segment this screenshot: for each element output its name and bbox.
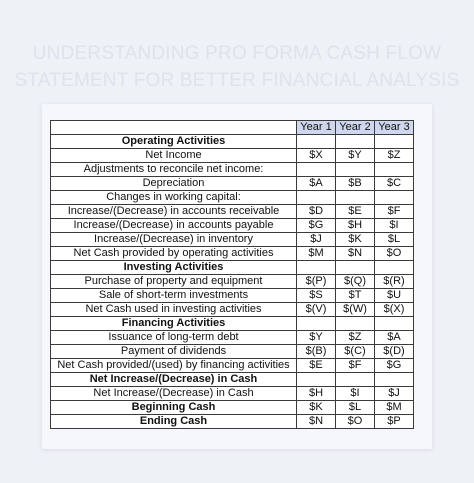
row-value-year-2: $L	[336, 401, 375, 415]
row-value-year-1: $M	[297, 247, 336, 261]
table-row	[51, 373, 414, 387]
row-value-year-2: $T	[336, 289, 375, 303]
row-value-year-2	[336, 261, 375, 275]
row-value-year-3: $Z	[375, 149, 414, 163]
row-label: Ending Cash	[51, 415, 297, 429]
row-value-year-3	[375, 373, 414, 387]
table-row	[51, 247, 414, 261]
row-value-year-1	[297, 191, 336, 205]
row-value-year-3: $(D)	[375, 345, 414, 359]
row-value-year-1: $X	[297, 149, 336, 163]
row-label: Beginning Cash	[51, 401, 297, 415]
row-value-year-3	[375, 261, 414, 275]
row-value-year-1	[297, 135, 336, 149]
row-value-year-3: $A	[375, 331, 414, 345]
row-label: Increase/(Decrease) in accounts receivable	[51, 205, 297, 219]
table-row	[51, 345, 414, 359]
column-header-year-3: Year 3	[375, 121, 414, 135]
row-value-year-2: $B	[336, 177, 375, 191]
row-value-year-2	[336, 191, 375, 205]
table-row	[51, 303, 414, 317]
row-label: Depreciation	[51, 177, 297, 191]
row-value-year-1: $N	[297, 415, 336, 429]
row-value-year-3: $F	[375, 205, 414, 219]
row-label: Net Increase/(Decrease) in Cash	[51, 387, 297, 401]
row-label: Net Cash provided/(used) by financing activities	[51, 359, 297, 373]
row-label: Adjustments to reconcile net income:	[51, 163, 297, 177]
row-value-year-2: $N	[336, 247, 375, 261]
row-value-year-3: $M	[375, 401, 414, 415]
table-row	[51, 275, 414, 289]
row-label: Changes in working capital:	[51, 191, 297, 205]
row-value-year-1	[297, 163, 336, 177]
table-row	[51, 261, 414, 275]
column-header-year-1: Year 1	[297, 121, 336, 135]
row-value-year-2: $F	[336, 359, 375, 373]
table-row	[51, 191, 414, 205]
table-row	[51, 177, 414, 191]
cash-flow-table-body	[51, 121, 414, 429]
row-label: Increase/(Decrease) in inventory	[51, 233, 297, 247]
row-value-year-2	[336, 317, 375, 331]
headline-line-2: STATEMENT FOR BETTER FINANCIAL ANALYSIS	[14, 70, 460, 91]
row-label: Issuance of long-term debt	[51, 331, 297, 345]
page-headline	[0, 40, 474, 94]
table-row	[51, 317, 414, 331]
row-label: Purchase of property and equipment	[51, 275, 297, 289]
row-value-year-2: $Y	[336, 149, 375, 163]
header-blank-cell	[51, 121, 297, 135]
row-value-year-1: $S	[297, 289, 336, 303]
table-row	[51, 149, 414, 163]
table-row	[51, 135, 414, 149]
row-value-year-1	[297, 261, 336, 275]
headline-line-1: UNDERSTANDING PRO FORMA CASH FLOW	[32, 43, 442, 64]
row-value-year-3: $C	[375, 177, 414, 191]
table-row	[51, 233, 414, 247]
table-row	[51, 205, 414, 219]
row-value-year-2: $O	[336, 415, 375, 429]
row-value-year-1: $K	[297, 401, 336, 415]
table-row	[51, 401, 414, 415]
table-row	[51, 219, 414, 233]
row-value-year-1: $(B)	[297, 345, 336, 359]
row-value-year-1: $G	[297, 219, 336, 233]
table-row	[51, 387, 414, 401]
row-value-year-2: $(C)	[336, 345, 375, 359]
row-value-year-1: $D	[297, 205, 336, 219]
row-label: Net Increase/(Decrease) in Cash	[51, 373, 297, 387]
row-value-year-2: $Z	[336, 331, 375, 345]
row-value-year-1: $(V)	[297, 303, 336, 317]
row-value-year-3	[375, 135, 414, 149]
row-value-year-3: $P	[375, 415, 414, 429]
row-value-year-2: $(Q)	[336, 275, 375, 289]
table-row	[51, 331, 414, 345]
row-value-year-1: $J	[297, 233, 336, 247]
table-row	[51, 415, 414, 429]
row-value-year-1: $E	[297, 359, 336, 373]
row-value-year-2	[336, 163, 375, 177]
row-value-year-2: $(W)	[336, 303, 375, 317]
table-row	[51, 289, 414, 303]
cash-flow-table	[50, 120, 414, 429]
row-label: Increase/(Decrease) in accounts payable	[51, 219, 297, 233]
row-value-year-2: $E	[336, 205, 375, 219]
row-value-year-1: $(P)	[297, 275, 336, 289]
row-value-year-2	[336, 135, 375, 149]
row-label: Financing Activities	[51, 317, 297, 331]
row-value-year-3: $I	[375, 219, 414, 233]
row-value-year-1: $A	[297, 177, 336, 191]
table-row	[51, 359, 414, 373]
row-value-year-1	[297, 373, 336, 387]
row-value-year-3	[375, 317, 414, 331]
table-header-row	[51, 121, 414, 135]
row-label: Investing Activities	[51, 261, 297, 275]
column-header-year-2: Year 2	[336, 121, 375, 135]
row-value-year-3: $L	[375, 233, 414, 247]
row-label: Net Cash provided by operating activities	[51, 247, 297, 261]
table-row	[51, 163, 414, 177]
row-value-year-3	[375, 191, 414, 205]
row-value-year-2: $H	[336, 219, 375, 233]
row-value-year-2	[336, 373, 375, 387]
row-value-year-2: $I	[336, 387, 375, 401]
row-value-year-3: $U	[375, 289, 414, 303]
row-value-year-3: $(R)	[375, 275, 414, 289]
row-label: Net Cash used in investing activities	[51, 303, 297, 317]
row-label: Net Income	[51, 149, 297, 163]
row-label: Sale of short-term investments	[51, 289, 297, 303]
row-value-year-3: $O	[375, 247, 414, 261]
row-value-year-2: $K	[336, 233, 375, 247]
row-value-year-1: $Y	[297, 331, 336, 345]
row-value-year-3: $G	[375, 359, 414, 373]
row-value-year-3	[375, 163, 414, 177]
row-value-year-1: $H	[297, 387, 336, 401]
row-value-year-3: $(X)	[375, 303, 414, 317]
row-label: Operating Activities	[51, 135, 297, 149]
row-value-year-1	[297, 317, 336, 331]
row-value-year-3: $J	[375, 387, 414, 401]
row-label: Payment of dividends	[51, 345, 297, 359]
